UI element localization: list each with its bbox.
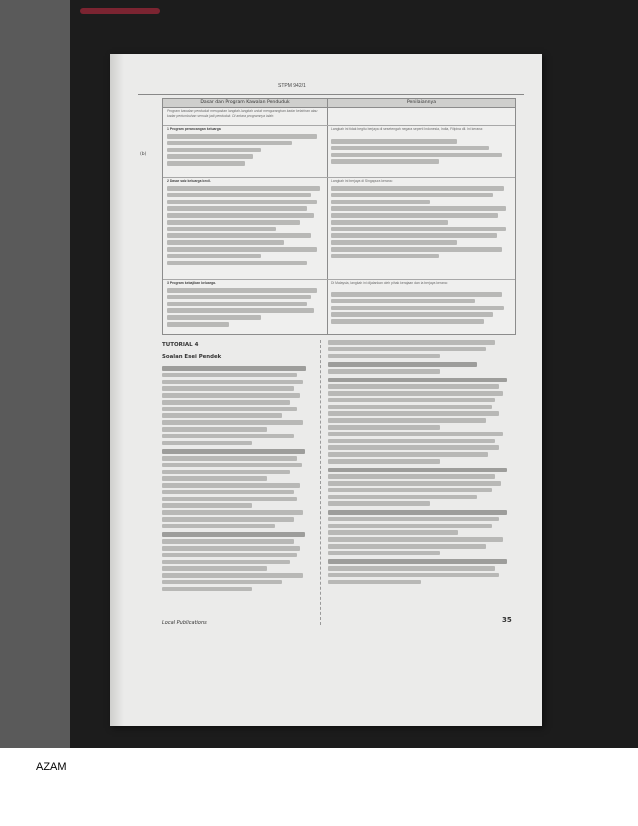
image-caption: AZAM: [36, 761, 67, 773]
page-spine-shadow: [110, 54, 124, 726]
row-2-right-body: [331, 186, 511, 274]
row-1-right-body: [331, 139, 511, 173]
row-divider: [163, 125, 515, 126]
table-intro: Program kawalan penduduk merupakan langkah-langkah untuk mengurangkan kadar kelahiran atau kadar pertumbuhan semula jadi penduduk. Di antara programnya ialah:: [167, 109, 318, 118]
row-2-title: 2 Dasar saiz keluarga kecil.: [167, 179, 211, 183]
left-column-text: [162, 366, 312, 616]
policy-table: [162, 98, 516, 335]
scan-top-mark: [80, 8, 160, 14]
section-heading: Soalan Esei Pendek: [162, 354, 222, 360]
row-3-right-body: [331, 292, 511, 332]
table-header-right: Penilaiannya: [328, 99, 515, 108]
row-divider: [163, 279, 515, 280]
row-divider: [163, 177, 515, 178]
table-header-left: Dasar dan Program Kawalan Penduduk: [163, 99, 327, 108]
header-rule: [138, 94, 524, 95]
row-3-right-title: Di Malaysia, langkah ini dijalankan oleh pihak kerajaan dan ia berjaya kerana:: [331, 281, 448, 285]
column-separator: [320, 340, 322, 625]
row-2-left-body: [167, 186, 323, 274]
publisher-footer: Local Publications: [162, 620, 207, 626]
row-3-title: 3 Program kebajikan keluarga.: [167, 281, 216, 285]
row-1-title: 1 Program perancangan keluarga: [167, 127, 221, 131]
table-label: (b): [140, 152, 147, 157]
row-1-left-body: [167, 134, 323, 174]
tutorial-heading: TUTORIAL 4: [162, 342, 199, 348]
right-column-text: [328, 340, 514, 616]
scan-left-shadow: [0, 0, 70, 748]
row-1-right-title: Langkah ini tidak begitu berjaya di sesetengah negara seperti Indonesia, India, Filipina dll. Ini kerana:: [331, 127, 483, 131]
page-header: STPM 942/1: [278, 83, 306, 89]
table-column-divider: [327, 99, 328, 334]
row-2-right-title: Langkah ini berjaya di Singapura kerana:: [331, 179, 393, 183]
row-3-left-body: [167, 288, 323, 332]
page-number: 35: [502, 616, 512, 624]
textbook-page: [110, 54, 542, 726]
